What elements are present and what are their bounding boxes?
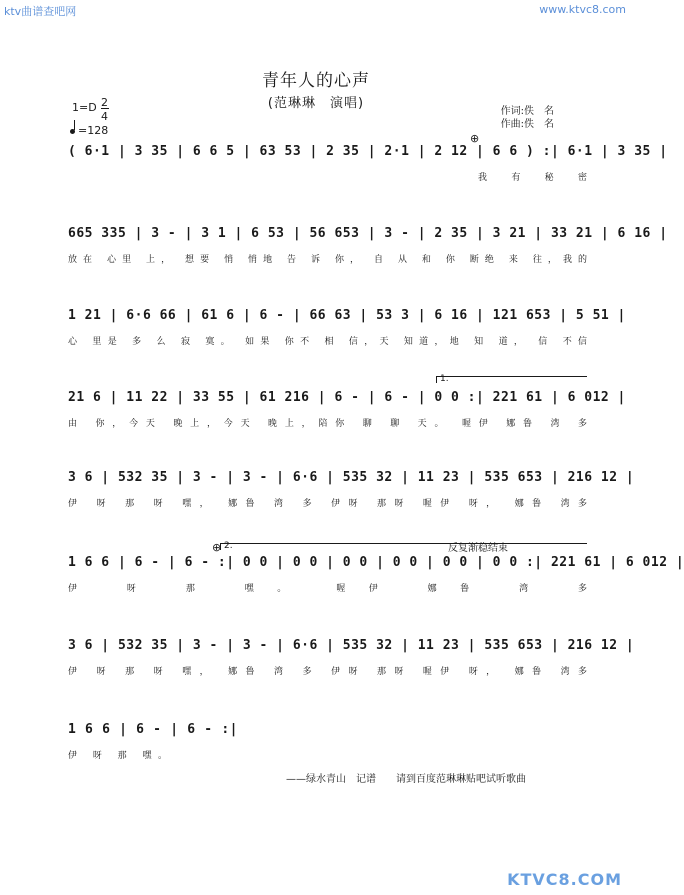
time-signature-bottom: 4 (101, 110, 108, 123)
quarter-note-icon (70, 129, 75, 134)
row-notes: 21 6 | 11 22 | 33 55 | 61 216 | 6 - | 6 - | 0 0 :| 221 61 | 6 012 | (68, 390, 626, 405)
watermark-top-left[interactable]: ktv曲谱查吧网 (4, 5, 77, 18)
segno-icon: ⊕ (470, 132, 480, 145)
key-signature: 1=D (72, 101, 97, 114)
row-lyrics: 心 里是 多 么 寂 寞。 如果 你不 相 信，天 知道，地 知 道， 信 不信 (68, 337, 588, 347)
transcriber-footer: ——绿水青山 记谱 请到百度范琳琳贴吧试听歌曲 (286, 774, 526, 785)
row-lyrics: 伊 呀 那 嘿。 喔伊 娜鲁 湾 多 (68, 584, 588, 594)
song-subtitle: (范琳琳 演唱) (267, 96, 365, 111)
volta-2-label: 2. (224, 541, 233, 551)
row-notes: ( 6·1 | 3 35 | 6 6 5 | 63 53 | 2 35 | 2·1 | 2 12 | 6 6 ) :| 6·1 | 3 35 | (68, 144, 668, 159)
volta-bracket-2 (220, 543, 587, 550)
row-lyrics: 伊 呀 那 呀 嘿， 娜鲁 湾 多 伊呀 那呀 喔伊 呀， 娜鲁 湾多 (68, 667, 588, 677)
time-signature-top: 2 (101, 96, 108, 109)
composer-credit: 作曲:佚 名 (500, 119, 554, 130)
tempo-mark (70, 124, 108, 137)
row-lyrics: 由 你，今天 晚上，今天 晚上，陪你 聊 聊 天。 喔伊 娜鲁 湾 多 (68, 419, 588, 429)
volta-bracket-1 (436, 376, 587, 383)
time-signature-bar (101, 108, 109, 109)
watermark-top-right[interactable]: www.ktvc8.com (539, 3, 626, 16)
row-notes: 1 6 6 | 6 - | 6 - :| 0 0 | 0 0 | 0 0 | 0 0 | 0 0 | 0 0 :| 221 61 | 6 012 | (68, 555, 684, 570)
watermark-bottom-logo[interactable]: KTVC8.COM (507, 870, 622, 889)
row-notes: 3 6 | 532 35 | 3 - | 3 - | 6·6 | 535 32 | 11 23 | 535 653 | 216 12 | (68, 470, 635, 485)
lyricist-credit: 作词:佚 名 (500, 106, 554, 117)
row-notes: 3 6 | 532 35 | 3 - | 3 - | 6·6 | 535 32 | 11 23 | 535 653 | 216 12 | (68, 638, 635, 653)
tempo-value: =128 (78, 124, 109, 137)
repeat-fade-note: 反复渐稳结束 (448, 543, 508, 554)
row-lyrics: 伊 呀 那 嘿。 (68, 751, 168, 761)
row-lyrics: 放在 心里 上， 想要 悄 悄地 告 诉 你， 自 从 和 你 断绝 来 往，我的 (68, 255, 588, 265)
row-lyrics: 伊 呀 那 呀 嘿， 娜鲁 湾 多 伊呀 那呀 喔伊 呀， 娜鲁 湾多 (68, 499, 588, 509)
song-title: 青年人的心声 (262, 71, 370, 91)
coda-icon: ⊕ (212, 541, 222, 554)
row-notes: 1 6 6 | 6 - | 6 - :| (68, 722, 238, 737)
volta-1-label: 1. (440, 374, 449, 384)
row-notes: 1 21 | 6·6 66 | 61 6 | 6 - | 66 63 | 53 3 | 6 16 | 121 653 | 5 51 | (68, 308, 626, 323)
row-lyrics: 我 有 秘 密 (478, 173, 588, 183)
row-notes: 665 335 | 3 - | 3 1 | 6 53 | 56 653 | 3 - | 2 35 | 3 21 | 33 21 | 6 16 | (68, 226, 668, 241)
